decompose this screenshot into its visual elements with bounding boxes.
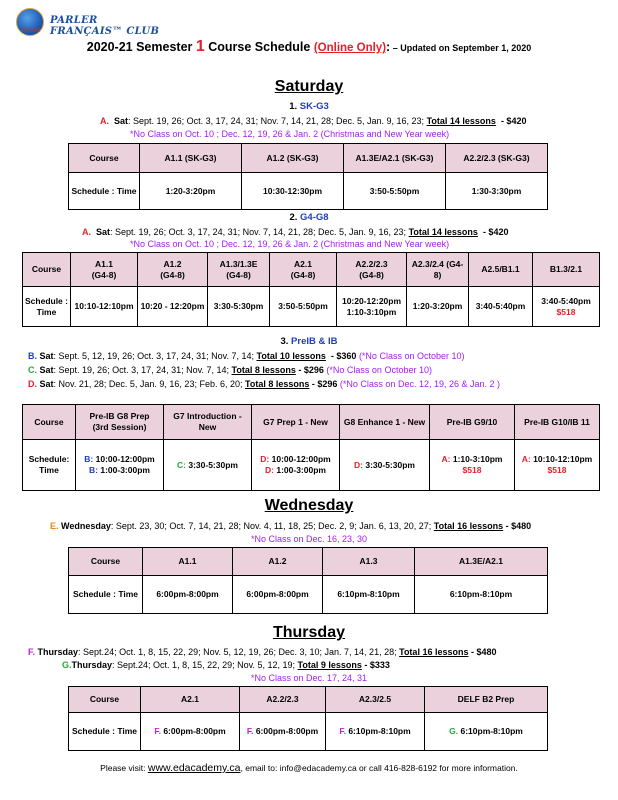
page-title: 2020-21 Semester 1 Course Schedule (Online Only): – Updated on September 1, 2020 <box>86 38 532 55</box>
logo-wordmark: PARLER FRANÇAIS™ CLUB <box>50 15 160 37</box>
table-header-cell: A1.3E/A2.1 (SK-G3) <box>344 144 446 173</box>
section-title-wednesday: Wednesday <box>264 497 354 514</box>
schedule-table-thursday <box>68 686 548 751</box>
no-class-note: *No Class on Oct. 10 ; Dec. 12, 19, 26 & Jan. 2 (Christmas and New Year week) <box>130 129 450 139</box>
schedule-table-preib-ib <box>22 404 600 491</box>
table-cell: F. 6:00pm-8:00pm <box>240 713 326 751</box>
table-cell: 3:40-5:40pm $518 <box>533 287 600 327</box>
updated-date: – Updated on September 1, 2020 <box>390 43 532 53</box>
schedule-table-wednesday <box>68 547 548 614</box>
table-header-row <box>69 548 548 576</box>
table-header-cell: A1.3 <box>323 548 415 576</box>
table-header-row <box>69 687 548 713</box>
logo-script-text: école <box>22 26 41 34</box>
table-cell: 3:50-5:50pm <box>270 287 337 327</box>
table-cell: 3:30-5:30pm <box>208 287 270 327</box>
subsection-title-g4-g8: 2. G4-G8 <box>289 212 329 223</box>
table-cell: B: 10:00-12:00pm B: 1:00-3:00pm <box>76 440 164 491</box>
table-row <box>69 576 548 614</box>
table-header-cell: DELF B2 Prep <box>425 687 548 713</box>
schedule-line-g: G.Thursday: Sept.24; Oct. 1, 8, 15, 22, 29; Nov. 5, 12, 19; Total 9 lessons - $333 <box>62 660 390 670</box>
footer-contact: Please visit: www.edacademy.ca, email to: info@edacademy.ca or call 416-828-6192 for more information. <box>100 762 518 774</box>
price-label: $518 <box>462 465 482 475</box>
table-cell: 10:10-12:10pm <box>71 287 138 327</box>
schedule-table-sk-g3 <box>68 143 548 210</box>
website-link[interactable]: www.edacademy.ca <box>147 762 241 774</box>
table-cell: C: 3:30-5:30pm <box>164 440 252 491</box>
table-header-cell: A2.2/2.3 (SK-G3) <box>446 144 548 173</box>
table-cell: A: 1:10-3:10pm $518 <box>430 440 515 491</box>
table-cell: 10:30-12:30pm <box>242 173 344 210</box>
table-header-cell: A2.3/2.5 <box>326 687 425 713</box>
table-header-cell: A1.2 (SK-G3) <box>242 144 344 173</box>
table-header-row <box>69 144 548 173</box>
schedule-line-e: E. Wednesday: Sept. 23, 30; Oct. 7, 14, 21, 28; Nov. 4, 11, 18, 25; Dec. 2, 9; Jan. 6, 13, 20, 27; Total 16 lessons - $480 <box>50 521 532 531</box>
table-header-cell: A2.1 (G4-8) <box>270 253 337 287</box>
table-header-cell: Pre-IB G8 Prep (3rd Session) <box>76 405 164 440</box>
table-row <box>23 287 600 327</box>
table-cell: 10:20 - 12:20pm <box>138 287 208 327</box>
no-class-note: *No Class on Dec. 16, 23, 30 <box>250 534 368 544</box>
table-cell: A: 10:10-12:10pm $518 <box>515 440 600 491</box>
table-cell: Schedule : Time <box>69 576 143 614</box>
section-title-thursday: Thursday <box>272 624 345 641</box>
schedule-line-d: D. Sat: Nov. 21, 28; Dec. 5, Jan. 9, 16, 23; Feb. 6, 20; Total 8 lessons - $296 (*No Class on Dec. 12, 19, 26 & Jan. 2 ) <box>28 379 501 389</box>
table-header-cell: Course <box>23 253 71 287</box>
schedule-line-b: B. Sat: Sept. 5, 12, 19, 26; Oct. 3, 17, 24, 31; Nov. 7, 14; Total 10 lessons - $360 (*No Class on October 10) <box>28 351 465 361</box>
table-header-row <box>23 253 600 287</box>
table-cell: Schedule: Time <box>23 440 76 491</box>
table-header-cell: Course <box>69 144 140 173</box>
section-title-saturday: Saturday <box>274 78 344 95</box>
schedule-table-g4-g8 <box>22 252 600 327</box>
schedule-line-a: A. Sat: Sept. 19, 26; Oct. 3, 17, 24, 31; Nov. 7, 14, 21, 28; Dec. 5, Jan. 9, 16, 23; Total 14 lessons - $420 <box>100 116 527 126</box>
table-cell: Schedule : Time <box>23 287 71 327</box>
table-header-cell: A1.3/1.3E (G4-8) <box>208 253 270 287</box>
table-header-cell: A1.3E/A2.1 <box>415 548 548 576</box>
table-header-cell: G7 Prep 1 - New <box>252 405 340 440</box>
table-cell: 3:40-5:40pm <box>469 287 533 327</box>
table-header-cell: Course <box>23 405 76 440</box>
table-cell: 1:20-3:20pm <box>407 287 469 327</box>
price-label: $518 <box>547 465 567 475</box>
table-cell: 10:20-12:20pm 1:10-3:10pm <box>337 287 407 327</box>
table-cell: 1:30-3:30pm <box>446 173 548 210</box>
table-row <box>69 713 548 751</box>
table-header-cell: Pre-IB G10/IB 11 <box>515 405 600 440</box>
table-cell: 3:50-5:50pm <box>344 173 446 210</box>
table-header-cell: A2.3/2.4 (G4- 8) <box>407 253 469 287</box>
no-class-note: *No Class on Dec. 17, 24, 31 <box>250 673 368 683</box>
schedule-line-c: C. Sat: Sept. 19, 26; Oct. 3, 17, 24, 31; Nov. 7, 14; Total 8 lessons - $296 (*No Class on October 10) <box>28 365 432 375</box>
table-cell: 6:10pm-8:10pm <box>323 576 415 614</box>
table-header-cell: G8 Enhance 1 - New <box>340 405 430 440</box>
table-header-cell: Pre-IB G9/10 <box>430 405 515 440</box>
schedule-line-a: A. Sat: Sept. 19, 26; Oct. 3, 17, 24, 31; Nov. 7, 14, 21, 28; Dec. 5, Jan. 9, 16, 23; Total 14 lessons - $420 <box>82 227 509 237</box>
table-header-cell: A2.5/B1.1 <box>469 253 533 287</box>
subsection-title-preib-ib: 3. PreIB & IB <box>280 336 338 347</box>
subsection-title-sk-g3: 1. SK-G3 <box>289 101 329 112</box>
table-row <box>23 440 600 491</box>
table-header-cell: Course <box>69 548 143 576</box>
table-cell: F. 6:00pm-8:00pm <box>141 713 240 751</box>
club-logo <box>16 8 166 38</box>
table-header-cell: Course <box>69 687 141 713</box>
table-cell: 6:00pm-8:00pm <box>233 576 323 614</box>
table-cell: D: 10:00-12:00pm D: 1:00-3:00pm <box>252 440 340 491</box>
price-label: $518 <box>556 306 576 317</box>
table-header-cell: A1.1 (G4-8) <box>71 253 138 287</box>
table-header-row <box>23 405 600 440</box>
table-header-cell: A1.1 (SK-G3) <box>140 144 242 173</box>
table-cell: 1:20-3:20pm <box>140 173 242 210</box>
table-header-cell: B1.3/2.1 <box>533 253 600 287</box>
table-header-cell: A1.2 <box>233 548 323 576</box>
schedule-line-f: F. Thursday: Sept.24; Oct. 1, 8, 15, 22, 29; Nov. 5, 12, 19, 26; Dec. 3, 10; Jan. 7, 14, 21, 28; Total 16 lessons - $480 <box>28 647 497 657</box>
table-cell: D: 3:30-5:30pm <box>340 440 430 491</box>
table-cell: Schedule : Time <box>69 713 141 751</box>
table-row <box>69 173 548 210</box>
table-header-cell: A2.2/2.3 <box>240 687 326 713</box>
table-cell: Schedule : Time <box>69 173 140 210</box>
table-header-cell: G7 Introduction - New <box>164 405 252 440</box>
table-header-cell: A2.2/2.3 (G4-8) <box>337 253 407 287</box>
table-cell: 6:10pm-8:10pm <box>415 576 548 614</box>
table-cell: G. 6:10pm-8:10pm <box>425 713 548 751</box>
table-cell: F. 6:10pm-8:10pm <box>326 713 425 751</box>
table-cell: 6:00pm-8:00pm <box>143 576 233 614</box>
table-header-cell: A2.1 <box>141 687 240 713</box>
no-class-note: *No Class on Oct. 10 ; Dec. 12, 19, 26 & Jan. 2 (Christmas and New Year week) <box>130 239 450 249</box>
table-header-cell: A1.1 <box>143 548 233 576</box>
table-header-cell: A1.2 (G4-8) <box>138 253 208 287</box>
